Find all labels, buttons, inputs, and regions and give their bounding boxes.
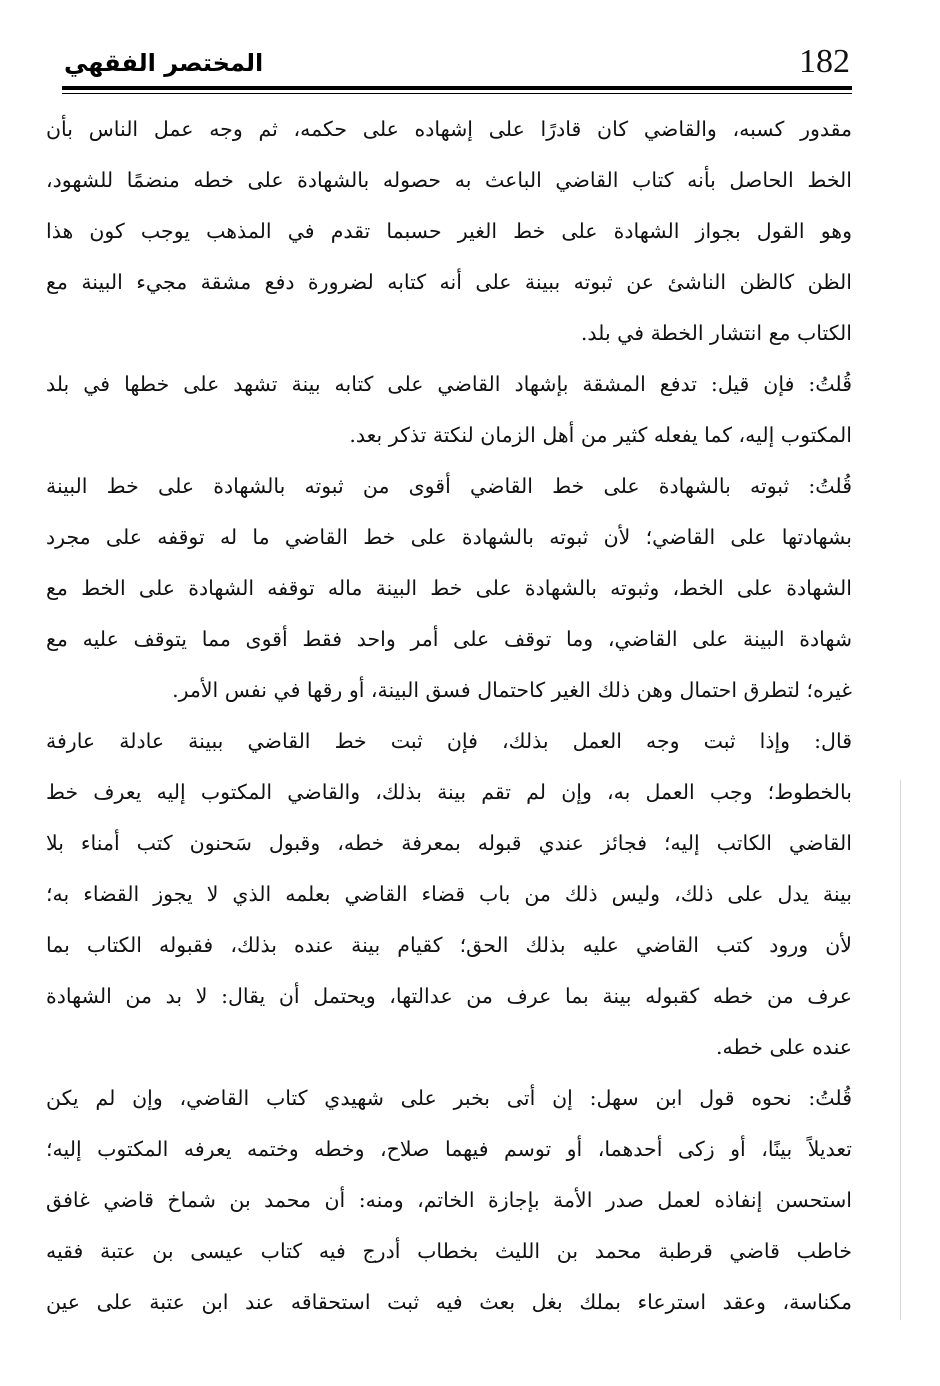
text-line: لأن ورود كتب القاضي عليه بذلك الحق؛ كقيام بينة عنده بذلك، فقبوله الكتاب بما xyxy=(46,933,852,957)
text-line: قُلتُ: فإن قيل: تدفع المشقة بإشهاد القاضي على كتابه بينة تشهد على خطها في بلد xyxy=(46,372,852,396)
paragraph xyxy=(46,1073,852,1328)
paragraph xyxy=(46,461,852,716)
text-line: القاضي الكاتب إليه؛ فجائز عندي قبوله بمعرفة خطه، وقبول سَحنون كتب أمناء بلا xyxy=(46,831,852,855)
text-line: شهادة البينة على القاضي، وما توقف على أمر واحد فقط أقوى مما يتوقف عليه مع xyxy=(46,627,852,651)
paragraph xyxy=(46,359,852,461)
text-line: الظن كالظن الناشئ عن ثبوته ببينة على أنه كتابه لضرورة دفع مشقة مجيء البينة مع xyxy=(46,270,852,294)
page-number: 182 xyxy=(799,43,850,80)
paragraph xyxy=(46,104,852,359)
body-text xyxy=(46,104,852,1328)
text-line: الشهادة على الخط، وثبوته بالشهادة على خط البينة ماله توقفه الشهادة على الخط مع xyxy=(46,576,852,600)
text-line: استحسن إنفاذه لعمل صدر الأمة بإجازة الخاتم، ومنه: أن محمد بن شماخ قاضي غافق xyxy=(46,1188,852,1212)
text-line: قُلتُ: نحوه قول ابن سهل: إن أتى بخبر على شهيدي كتاب القاضي، وإن لم يكن xyxy=(46,1086,852,1110)
text-line: غيره؛ لتطرق احتمال وهن ذلك الغير كاحتمال فسق البينة، أو رقها في نفس الأمر. xyxy=(172,678,852,702)
text-line: عرف من خطه كقبوله بينة بما عرف من عدالتها، ويحتمل أن يقال: لا بد من الشهادة xyxy=(46,984,852,1008)
scan-margin-line xyxy=(900,780,901,1320)
header-rule-thick xyxy=(62,86,852,90)
text-line: عنده على خطه. xyxy=(715,1035,852,1059)
text-line: قال: وإذا ثبت وجه العمل بذلك، فإن ثبت خط القاضي ببينة عادلة عارفة xyxy=(46,729,852,753)
text-line: الخط الحاصل بأنه كتاب القاضي الباعث به حصوله بالشهادة على خطه منضمًا للشهود، xyxy=(46,168,852,192)
paragraph xyxy=(46,716,852,1073)
text-line: بالخطوط؛ وجب العمل به، وإن لم تقم بينة بذلك، والقاضي المكتوب إليه يعرف خط xyxy=(46,780,852,804)
text-line: بشهادتها على القاضي؛ لأن ثبوته بالشهادة على خط القاضي ما له توقفه على مجرد xyxy=(46,525,852,549)
text-line: وهو القول بجواز الشهادة على خط الغير حسبما تقدم في المذهب يوجب كون هذا xyxy=(46,219,852,243)
header-rule-thin xyxy=(62,93,852,94)
text-line: بينة يدل على ذلك، وليس ذلك من باب قضاء القاضي بعلمه الذي لا يجوز القضاء به؛ xyxy=(46,882,852,906)
text-line: تعديلاً بينًا، أو زكى أحدهما، أو توسم فيهما صلاح، وخطه وختمه يعرفه المكتوب إليه؛ xyxy=(46,1137,852,1161)
text-line: المكتوب إليه، كما يفعله كثير من أهل الزمان لنكتة تذكر بعد. xyxy=(349,423,852,447)
text-line: الكتاب مع انتشار الخطة في بلد. xyxy=(580,321,852,345)
text-line: خاطب قاضي قرطبة محمد بن الليث بخطاب أدرج فيه كتاب عيسى بن عتبة فقيه xyxy=(46,1239,852,1263)
book-title: المختصر الفقهي xyxy=(64,49,264,77)
text-line: مقدور كسبه، والقاضي كان قادرًا على إشهاده على حكمه، ثم وجه عمل الناس بأن xyxy=(46,117,852,141)
text-line: قُلتُ: ثبوته بالشهادة على خط القاضي أقوى من ثبوته بالشهادة على خط البينة xyxy=(46,474,852,498)
text-line: مكناسة، وعقد استرعاء بملك بغل بعث فيه ثبت استحقاقه عند ابن عتبة على عين xyxy=(46,1290,852,1314)
page-header xyxy=(62,40,852,86)
